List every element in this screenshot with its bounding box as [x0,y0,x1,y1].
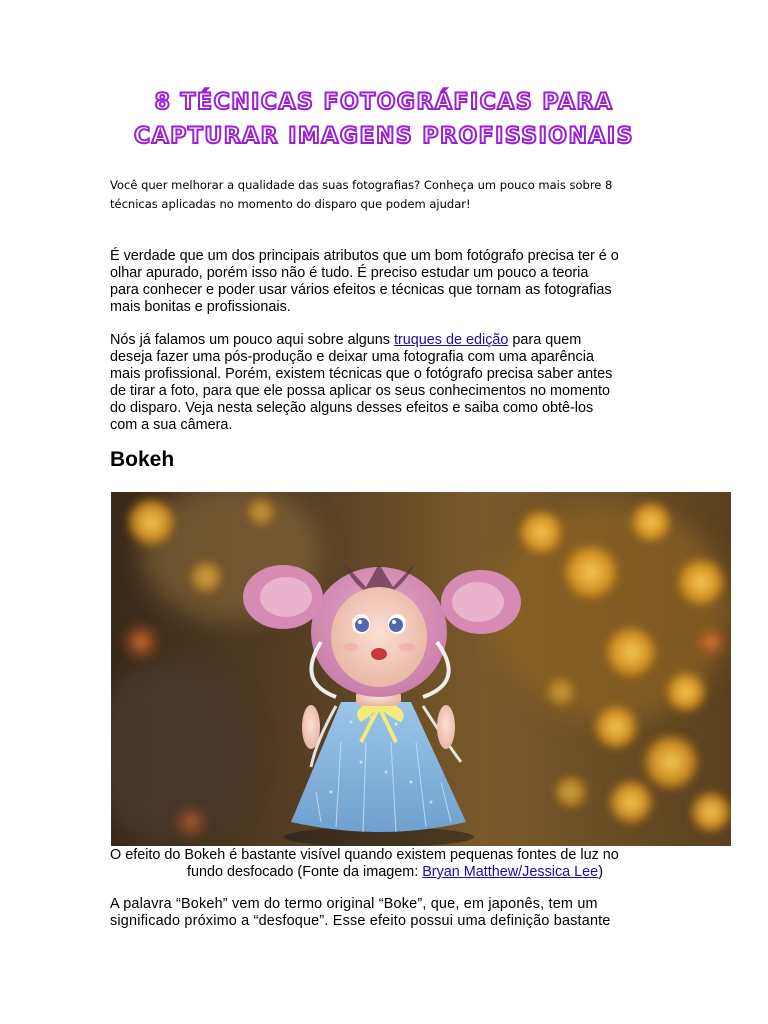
caption-text: fundo desfocado (Fonte da imagem: [187,864,423,880]
image-caption [110,847,670,881]
image-source-link[interactable]: Bryan Matthew/Jessica Lee [422,864,599,880]
paragraph-3-line-2: significado próximo a “desfoque”. Esse efeito possui uma definição bastante [110,913,611,929]
paragraph-1-line-3: para conhecer e poder usar vários efeitos e técnicas que tornam as fotografias [110,282,612,298]
paragraph-2-line-5: do disparo. Veja nesta seleção alguns desses efeitos e saiba como obtê-los [110,400,594,416]
bokeh-doll-photo [111,492,731,846]
editing-tricks-link[interactable]: truques de edição [393,332,509,348]
caption-line-1: O efeito do Bokeh é bastante visível quando existem pequenas fontes de luz no [110,847,619,863]
paragraph-1 [110,248,670,316]
bokeh-doll-illustration [111,492,731,846]
paragraph-1-line-4: mais bonitas e profissionais. [110,299,291,315]
paragraph-1-line-2: olhar apurado, porém isso não é tudo. É preciso estudar um pouco a teoria [110,265,589,281]
paragraph-3-line-1: A palavra “Bokeh” vem do termo original “Boke”, que, em japonês, tem um [110,896,598,912]
paragraph-2 [110,332,670,434]
caption-line-2 [110,864,670,881]
paragraph-1-line-1: É verdade que um dos principais atributos que um bom fotógrafo precisa ter é o [110,248,619,264]
paragraph-2-line-2: deseja fazer uma pós-produção e deixar uma fotografia com uma aparência [110,349,594,365]
paragraph-2-text: para quem [508,332,582,348]
paragraph-2-line-6: com a sua câmera. [110,417,233,433]
page-title-line-2: CAPTURAR IMAGENS PROFISSIONAIS [134,124,634,149]
paragraph-2-line-1 [110,332,670,349]
paragraph-3 [110,896,670,930]
intro-line-1: Você quer melhorar a qualidade das suas fotografias? Conheça um pouco mais sobre 8 [110,178,613,192]
page-title-line-1: 8 TÉCNICAS FOTOGRÁFICAS PARA [154,90,614,115]
paragraph-2-line-4: de tirar a foto, para que ele possa aplicar os seus conhecimentos no momento [110,383,610,399]
intro-text [110,176,670,214]
caption-text: ) [598,864,603,880]
paragraph-2-text: Nós já falamos um pouco aqui sobre alguns [110,332,394,348]
intro-line-2: técnicas aplicadas no momento do disparo que podem ajudar! [110,197,471,211]
section-heading-bokeh: Bokeh [110,448,175,471]
page-title [0,86,768,154]
paragraph-2-line-3: mais profissional. Porém, existem técnicas que o fotógrafo precisa saber antes [110,366,613,382]
